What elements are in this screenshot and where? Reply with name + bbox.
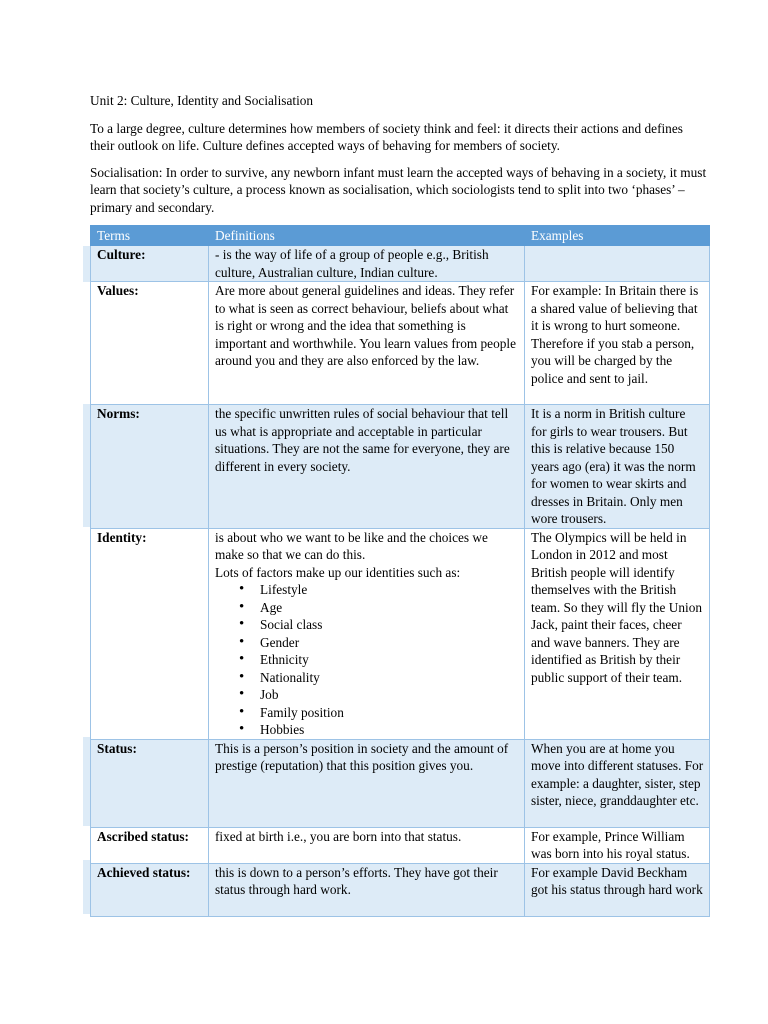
table-row	[91, 282, 710, 405]
list-item: • Job	[260, 686, 519, 704]
intro-paragraph: To a large degree, culture determines how members of society think and feel: it directs their actions and defines their outlook on life. Culture defines accepted ways of behaving for members of society.	[90, 120, 683, 153]
term-cell: Achieved status:	[91, 863, 209, 916]
example-cell: For example David Beckham got his status through hard work	[525, 863, 710, 916]
term-cell: Norms:	[91, 405, 209, 529]
example-cell: For example, Prince William was born into his royal status.	[525, 827, 710, 863]
example-cell: When you are at home you move into different statuses. For example: a daughter, sister, step sister, niece, granddaughter etc.	[525, 739, 710, 827]
document-title: Unit 2: Culture, Identity and Socialisation	[90, 93, 314, 108]
table-row	[91, 405, 710, 529]
definition-cell: fixed at birth i.e., you are born into that status.	[209, 827, 525, 863]
example-cell: The Olympics will be held in London in 2012 and most British people will identify themselves with the British team. So they will fly the Union Jack, paint their faces, cheer and wave banners. They are identified as British by their public support of their team.	[525, 528, 710, 739]
list-item: • Nationality	[260, 669, 519, 687]
shading-bar-norms	[83, 404, 90, 527]
definition-cell	[209, 528, 525, 739]
header-definitions: Definitions	[209, 226, 525, 246]
identity-factors-list	[215, 581, 519, 739]
list-item: • Social class	[260, 616, 519, 634]
list-item: • Gender	[260, 634, 519, 652]
terms-table	[90, 225, 710, 917]
example-cell: For example: In Britain there is a shared value of believing that it is wrong to hurt someone. Therefore if you stab a person, you will be charged by the police and sent to jail.	[525, 282, 710, 405]
table-header-row	[91, 226, 710, 246]
table-row	[91, 827, 710, 863]
definition-cell: the specific unwritten rules of social behaviour that tell us what is appropriate and acceptable in particular situations. They are not the same for everyone, they are different in every society.	[209, 405, 525, 529]
shading-bar-culture	[83, 246, 90, 282]
example-cell	[525, 246, 710, 282]
term-cell: Values:	[91, 282, 209, 405]
list-item: • Ethnicity	[260, 651, 519, 669]
socialisation-paragraph: Socialisation: In order to survive, any newborn infant must learn the accepted ways of behaving in a society, it must learn that society’s culture, a process known as socialisation, which sociologists tend to split into two ‘phases’ – primary and secondary.	[90, 164, 707, 215]
definition-cell: This is a person’s position in society and the amount of prestige (reputation) that this position gives you.	[209, 739, 525, 827]
identity-factors-intro: Lots of factors make up our identities such as:	[215, 564, 461, 580]
table-row	[91, 246, 710, 282]
header-examples: Examples	[525, 226, 710, 246]
list-item: • Lifestyle	[260, 581, 519, 599]
list-item: • Hobbies	[260, 721, 519, 739]
header-terms: Terms	[91, 226, 209, 246]
definition-cell: this is down to a person’s efforts. They have got their status through hard work.	[209, 863, 525, 916]
list-item: • Age	[260, 599, 519, 617]
list-item: • Family position	[260, 704, 519, 722]
term-cell: Identity:	[91, 528, 209, 739]
term-cell: Status:	[91, 739, 209, 827]
table-row	[91, 863, 710, 916]
term-cell: Culture:	[91, 246, 209, 282]
example-cell: It is a norm in British culture for girls to wear trousers. But this is relative because 150 years ago (era) it was the norm for women to wear skirts and dresses in Britain. Only men wore trousers.	[525, 405, 710, 529]
identity-definition: is about who we want to be like and the choices we make so that we can do this.	[215, 529, 488, 562]
shading-bar-status	[83, 737, 90, 826]
table-row	[91, 739, 710, 827]
document-page	[90, 92, 710, 917]
definition-cell: Are more about general guidelines and ideas. They refer to what is seen as correct behaviour, beliefs about what is right or wrong and the idea that something is important and worthwhile. You learn values from people around you and they are also enforced by the law.	[209, 282, 525, 405]
definition-cell: - is the way of life of a group of people e.g., British culture, Australian culture, Indian culture.	[209, 246, 525, 282]
table-row	[91, 528, 710, 739]
term-cell: Ascribed status:	[91, 827, 209, 863]
shading-bar-achieved	[83, 860, 90, 914]
